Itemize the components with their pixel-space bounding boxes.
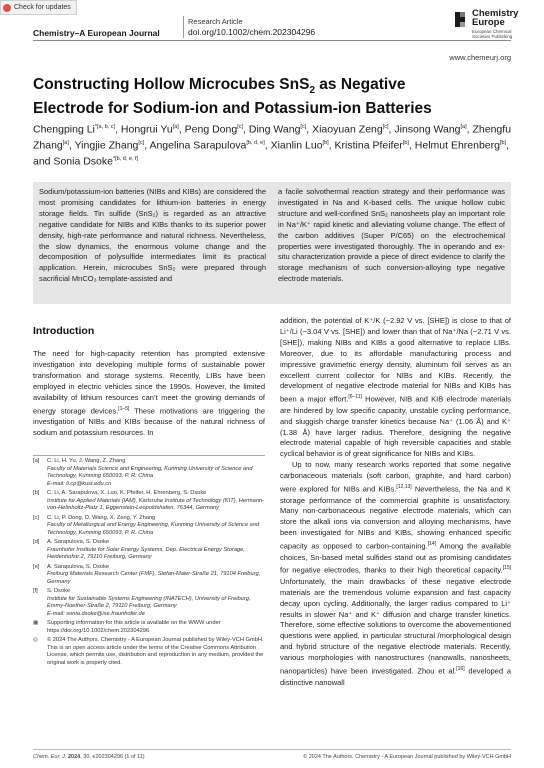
affiliation-text: A. Sarapulova, S. Dsoke Freiburg Materials Research Center (FMF), Stefan-Maier-Straße 21, 79104 Freiburg, Germany xyxy=(47,563,261,585)
text-run: Among the available choices, Sn-based metal sulfides stand out as promising candidates for negative electrodes, thanks to their high theoretical capacity. xyxy=(280,541,511,575)
author-affiliation-marker: [c] xyxy=(382,124,389,130)
affiliation-text: C. Li, P. Dong, D. Wang, X. Zeng, Y. Zhang Faculty of Metallurgical and Energy Engineering, Kunming University of Science and Technology, Kunming 650093, P. R. China xyxy=(47,514,260,536)
article-title xyxy=(33,76,513,118)
header-divider xyxy=(183,16,184,38)
author: and Sonia Dsoke xyxy=(33,155,113,168)
update-icon xyxy=(3,4,11,12)
chemistry-europe-logo-icon xyxy=(452,10,468,32)
affiliation-text: A. Sarapulova, S. Dsoke Fraunhofer Institute for Solar Energy Systems, Dep. Electrical Energy Storage, Heidenhofstr.2, 79110 Freiburg, Germany xyxy=(47,539,245,560)
affiliation-entry xyxy=(33,539,265,562)
author: Yingjie Zhang xyxy=(74,139,139,152)
author-affiliation-marker: *[a, b, c] xyxy=(94,124,116,130)
affiliation-entry xyxy=(33,490,265,513)
text-run: Nevertheless, the Na and K storage performance of the commercial graphite is unsatisfactory. Many non-carbonaceous negative electrode materials, which can store the alkali ions via conversion and alloying mechanisms, have been investigated for NIBs and KIBs, showing enhanced specific capacity as opposed to carbon-containing. xyxy=(280,484,511,551)
author-list: Chengping $Li^{*[a, b, c]}$, Hongrui Yu[a], Peng Dong[c], Ding Wang[c], Xiaoyuan Zeng[c], Jinsong Wang[a], Zhengfu Zhang[a], Yingjie Zhang[c], Angelina Sarapulova[b, d, e], Xianlin Luo[b], Kristina Pfeifer[b], Helmut Ehrenberg[b], and Sonia Dsoke$^{*[b, d, e, f]}$ xyxy=(33,123,512,168)
publisher-subtitle xyxy=(472,29,512,39)
article-type: Research Article xyxy=(188,17,243,26)
journal-name: Chemistry–A European Journal xyxy=(33,28,160,38)
affiliation-label: [a] xyxy=(33,458,40,464)
text-run: Unfortunately, the main drawbacks of these negative electrode materials are the tremendous volume expansion and fast capacity decay upon cycling. Additionally, the larger radius compared to Li⁺ results in slower Na⁺ and K⁺ diffusion and charge transfer kinetics. Therefore, some effective solutions to overcome the abovementioned questions were applied, in particular structural /morphological design and hybrid structure of the negative electrode materials. Recently, various morphologies with nanostructures (nanowalls, nanosheets, nanoparticles) have been investigated. Zhou et al. xyxy=(280,576,511,676)
intro-left-column xyxy=(33,349,265,439)
author: Ding Wang xyxy=(248,123,301,136)
author: Peng Dong xyxy=(184,123,238,136)
abstract-right-column: a facile solvothermal reaction strategy and their performance was investigated in Na and K-based cells. The unique hollow cubic structure and well-confined SnS₂ nanosheets play an important role in Na⁺/K⁺ rapid kinetic and alleviating volume change. The effect of the carbon additives (Super P/C65) on the electrochemical properties were investigated thoroughly. The in operando and ex-situ characterization provide a piece of direct evidence to clarify the storage mechanism of such conversion-alloying type negative electrode materials. xyxy=(278,187,505,284)
author-affiliation-marker: [b, d, e] xyxy=(246,140,265,146)
affiliation-entry xyxy=(33,515,265,538)
text-run: These motivations are triggering the investigation of NIBs and KIBs because of the natural richness of sodium and potassium resources. In xyxy=(33,406,265,437)
author: Xianlin Luo xyxy=(270,139,323,152)
text-run: However, NIB and KIB electrode materials are hindered by low specific capacity, unstable cycling performance, and sluggish charge transfer kinetics because Na⁺ (1.06 Å) and K⁺ (1.38 Å) have larger radius. Therefore, designing the negative electrode material capable of high reversible capacities and stable cyclical behavior is of great significance for NIBs and KIBs. xyxy=(280,394,511,459)
journal-url[interactable]: www.chemeurj.org xyxy=(449,53,511,62)
license-notice: ◎ © 2024 The Authors. Chemistry - A European Journal published by Wiley-VCH GmbH. This is an open access article under the terms of the Creative Commons Attribution License, which permits use, distribution and reproduction in any medium, provided the original work is properly cited. xyxy=(33,637,264,666)
section-heading: Introduction xyxy=(33,325,95,337)
affiliation-entry xyxy=(33,564,265,587)
text-run: addition, the potential of K⁺/K (−2.92 V vs. [SHE]) is close to that of Li⁺/Li (−3.04 V vs. [SHE]) and lower than that of Na⁺/Na (−2.71 V vs. [SHE]), making NIBs and KIBs a good alternative to replace LIBs. Moreover, due to its affordable manufacturing process and impressive gravimetric energy density, aluminum foil serves as an excellent current collector for NIBs and KIBs. Recently, the development of negative electrode material for NIBs and KIBs has been a major effort. xyxy=(280,316,511,404)
footer-year: 2024 xyxy=(67,754,81,760)
author: Helmut Ehrenberg xyxy=(414,139,500,152)
footer-copyright: © 2024 The Authors. Chemistry - A European Journal published by Wiley-VCH GmbH xyxy=(303,754,511,760)
intro-paragraph xyxy=(33,349,265,439)
citation[interactable]: [12,13] xyxy=(396,484,412,491)
check-for-updates-label: Check for updates xyxy=(14,4,71,11)
supporting-info-icon: ▦ xyxy=(33,620,39,626)
footer-citation xyxy=(33,754,145,760)
footer-journal: Chem. Eur. J. xyxy=(33,754,68,760)
affiliation-label: [b] xyxy=(33,490,40,496)
open-access-icon: ◎ xyxy=(33,637,38,643)
text-run: Up to now, many research works reported that some negative carbonaceous materials (soft carbon, graphite, and hard carbon) were explored for NIBs and KIBs. xyxy=(280,460,511,494)
author-affiliation-marker: [c] xyxy=(138,140,145,146)
affiliation-rule xyxy=(33,455,265,456)
affiliation-label: [e] xyxy=(33,563,40,570)
publisher-name-line1: Chemistry xyxy=(472,8,519,19)
author: Chengping Li xyxy=(33,123,95,136)
author-affiliation-marker: [c] xyxy=(300,124,307,130)
affiliation-entry xyxy=(33,458,265,488)
author-affiliation-marker: [c] xyxy=(237,124,244,130)
affiliation-label: [c] xyxy=(33,514,40,521)
affiliation-label: [f] xyxy=(33,588,38,594)
author-affiliation-marker: [a] xyxy=(172,124,179,130)
footer-pages: , 30, e202304296 (1 of 11) xyxy=(80,754,145,760)
citation[interactable]: [15] xyxy=(502,565,511,572)
author: Hongrui Yu xyxy=(120,123,173,136)
author-affiliation-marker: [a] xyxy=(460,124,467,130)
check-for-updates-badge[interactable] xyxy=(0,0,77,15)
affiliations xyxy=(33,458,265,669)
intro-paragraph xyxy=(280,316,511,460)
publisher-subtitle-line1: European Chemical xyxy=(472,29,512,34)
intro-right-column xyxy=(280,316,511,688)
author-affiliation-marker: [a] xyxy=(62,140,69,146)
affiliation-text: S. Dsoke Institute for Sustainable Systems Engineering (INATECH), University of Freiburg, Emmy-Noether-Straße 2, 79110 Freiburg, Germany E-mail: sonia.dsoke@ise.fraunhofer.de xyxy=(47,588,251,617)
title-part: Constructing Hollow Microcubes SnS xyxy=(33,76,310,93)
abstract-left-column: Sodium/potassium-ion batteries (NIBs and KIBs) are considered the most promising candidates for lithium-ion batteries in energy storage fields. Tin sulfide (SnS₂) is regarded as an attractive negative candidate for NIBs and KIBs thanks to its superior power density, high-rate performance and natural richness. Nevertheless, the slow dynamics, the enormous volume change and the decomposition of polysulfide intermediates limit its practical application. Herein, microcubes SnS₂ were prepared through sacrificial MnCO₃ template-assisted and xyxy=(39,187,266,284)
affiliation-label: [d] xyxy=(33,539,40,545)
affiliation-entry xyxy=(33,588,265,618)
author: Xiaoyuan Zeng xyxy=(312,123,383,136)
author-affiliation-marker: *[b, d, e, f] xyxy=(112,156,139,162)
citation[interactable]: [16] xyxy=(456,666,465,673)
text-run: developed a distinctive nanowall xyxy=(280,666,511,687)
citation[interactable]: [6–11] xyxy=(348,394,362,401)
publisher-name xyxy=(472,9,518,27)
publisher-name-line2: Europe xyxy=(472,17,505,28)
author: Kristina Pfeifer xyxy=(334,139,403,152)
text-run: The need for high-capacity retention has prompted extensive investigation into developing multiple forms of sustainable power transformation and storage systems. Recently, LIBs have been employed in electric vehicles since the 1990s. However, the limited availability of lithium resources can’t meet the growing demands of energy storage devices. xyxy=(33,349,265,416)
author: Zhengfu Zhang xyxy=(33,123,512,152)
author: Jinsong Wang xyxy=(394,123,461,136)
publisher-subtitle-line2: Societies Publishing xyxy=(472,34,513,39)
supporting-information[interactable]: ▦ Supporting information for this article is available on the WWW under https://doi.org/10.1002/chem.202304296 xyxy=(33,620,221,634)
author: Angelina Sarapulova xyxy=(149,139,247,152)
citation[interactable]: [14] xyxy=(427,541,436,548)
affiliation-text: C. Li, H. Yu, J. Wang, Z. Zhang Faculty of Materials Science and Engineering, Kunming University of Science and Technology, Kunming 650093, P. R. China E-mail: li.cp@kust.edu.cn xyxy=(47,458,253,487)
abstract-box xyxy=(33,182,511,304)
doi-link[interactable]: doi.org/10.1002/chem.202304296 xyxy=(188,27,316,37)
footer-rule xyxy=(33,749,511,750)
author-affiliation-marker: [b] xyxy=(322,140,329,146)
intro-paragraph xyxy=(280,460,511,688)
author-affiliation-marker: [b] xyxy=(499,140,507,146)
affiliation-text: C. Li, A. Sarapulova, X. Luo, K. Pfeifer, H. Ehrenberg, S. Dsoke Institute for Applied Materials (IAM), Karlsruhe Institute of Technology (KIT), Hermann-von-Helmholtz-Platz 1, Eggenstein-Leopoldshafen, 76344, Germany xyxy=(47,490,265,511)
title-line2: Electrode for Sodium-ion and Potassium-ion Batteries xyxy=(33,100,432,118)
title-subscript: 2 xyxy=(309,85,315,97)
header-rule xyxy=(33,40,511,41)
author-affiliation-marker: [b] xyxy=(402,140,409,146)
citation[interactable]: [1–5] xyxy=(118,405,130,412)
title-part: as Negative xyxy=(315,76,406,93)
